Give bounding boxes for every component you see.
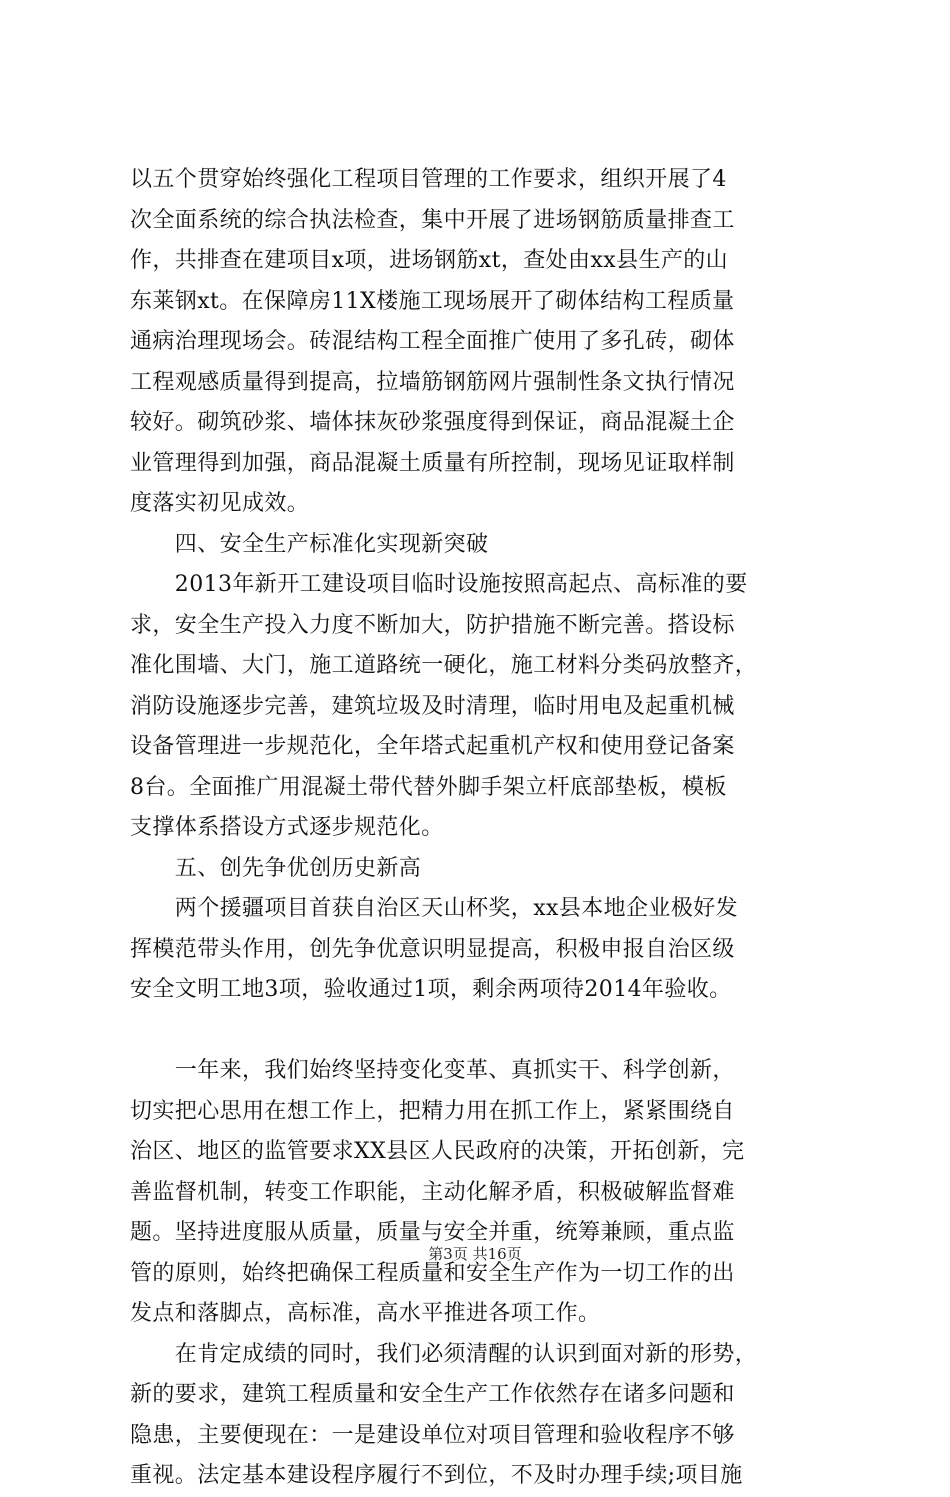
text-line: 次全面系统的综合执法检查，集中开展了进场钢筋质量排查工 (130, 207, 735, 233)
text-line: 发点和落脚点，高标准，高水平推进各项工作。 (130, 1301, 601, 1326)
text-line: 求，安全生产投入力度不断加大，防护措施不断完善。搭设标 (130, 612, 735, 638)
section-heading-text: 五、创先争优创历史新高 (130, 855, 422, 881)
text-line: 治区、地区的监管要求XX县区人民政府的决策，开拓创新，完 (130, 1139, 745, 1164)
text-line: 通病治理现场会。砖混结构工程全面推广使用了多孔砖，砌体 (130, 329, 735, 354)
section-heading (130, 525, 830, 566)
text-line: 题。坚持进度服从质量，质量与安全并重，统筹兼顾，重点监 (130, 1220, 735, 1245)
text-line: 设备管理进一步规范化，全年塔式起重机产权和使用登记备案 (130, 734, 735, 759)
text-line: 消防设施逐步完善，建筑垃圾及时清理，临时用电及起重机械 (130, 693, 735, 719)
paragraph (130, 1335, 830, 1497)
paragraph (130, 160, 830, 525)
text-line: 以五个贯穿始终强化工程项目管理的工作要求，组织开展了4 (130, 167, 727, 192)
text-line: 安全文明工地3项，验收通过1项，剩余两项待2014年验收。 (130, 977, 732, 1002)
text-line: 工程观感质量得到提高，拉墙筋钢筋网片强制性条文执行情况 (130, 369, 735, 395)
text-line: 新的要求，建筑工程质量和安全生产工作依然存在诸多问题和 (130, 1382, 735, 1407)
text-line: 一年来，我们始终坚持变化变革、真抓实干、科学创新， (130, 1058, 735, 1083)
text-line: 切实把心思用在想工作上，把精力用在抓工作上，紧紧围绕自 (130, 1098, 735, 1124)
text-line: 两个援疆项目首获自治区天山杯奖，xx县本地企业极好发 (130, 896, 739, 921)
text-line: 重视。法定基本建设程序履行不到位，不及时办理手续;项目施 (130, 1463, 743, 1488)
text-line: 2013年新开工建设项目临时设施按照高起点、高标准的要 (130, 572, 748, 597)
page-number-label: 第3页 共16页 (428, 1245, 522, 1263)
text-line: 支撑体系搭设方式逐步规范化。 (130, 815, 444, 840)
text-line: 在肯定成绩的同时，我们必须清醒的认识到面对新的形势， (130, 1341, 758, 1367)
text-line: 挥模范带头作用，创先争优意识明显提高，积极申报自治区级 (130, 936, 735, 962)
paragraph (130, 1051, 830, 1335)
text-line: 较好。砌筑砂浆、墙体抹灰砂浆强度得到保证，商品混凝土企 (130, 410, 735, 435)
text-line: 管的原则，始终把确保工程质量和安全生产作为一切工作的出 (130, 1260, 735, 1286)
text-line: 东莱钢xt。在保障房11X楼施工现场展开了砌体结构工程质量 (130, 288, 735, 314)
page-footer (0, 1243, 950, 1264)
blank-line (130, 1011, 830, 1052)
text-line: 隐患，主要便现在：一是建设单位对项目管理和验收程序不够 (130, 1422, 735, 1448)
text-line: 善监督机制，转变工作职能，主动化解矛盾，积极破解监督难 (130, 1179, 735, 1205)
document-body (130, 160, 830, 1497)
text-line: 度落实初见成效。 (130, 491, 310, 516)
paragraph (130, 565, 830, 849)
section-heading (130, 849, 830, 890)
text-line: 作，共排查在建项目x项，进场钢筋xt，查处由xx县生产的山 (130, 248, 729, 273)
text-line: 准化围墙、大门，施工道路统一硬化，施工材料分类码放整齐， (130, 653, 758, 678)
text-line: 8台。全面推广用混凝土带代替外脚手架立杆底部垫板，模板 (130, 774, 727, 800)
section-heading-text: 四、安全生产标准化实现新突破 (130, 531, 489, 557)
text-line: 业管理得到加强，商品混凝土质量有所控制，现场见证取样制 (130, 450, 735, 476)
paragraph (130, 889, 830, 1011)
